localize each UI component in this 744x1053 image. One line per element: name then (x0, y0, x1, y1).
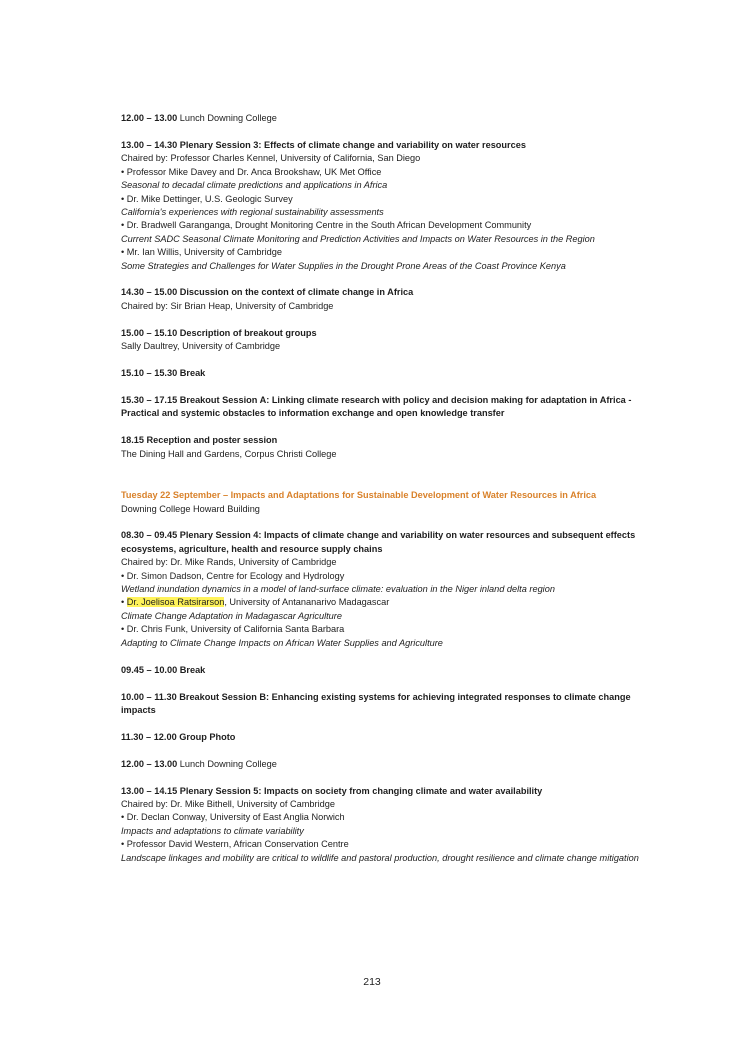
talk-title: Climate Change Adaptation in Madagascar Agriculture (121, 610, 342, 621)
session-time: 12.00 – 13.00 (121, 113, 178, 123)
session-time: 12.00 – 13.00 (121, 758, 178, 769)
agenda-line: • Dr. Declan Conway, University of East Anglia Norwich (121, 812, 345, 823)
agenda-line: • Mr. Ian Willis, University of Cambridge (121, 247, 282, 258)
agenda-block (121, 758, 661, 771)
agenda-line: Chaired by: Dr. Mike Bithell, University of Cambridge (121, 799, 335, 810)
agenda-block (121, 785, 661, 865)
agenda-line (121, 758, 661, 771)
session-heading: 13.00 – 14.15 Plenary Session 5: Impacts on society from changing climate and water availability (121, 785, 543, 796)
agenda-line: • Dr. Chris Funk, University of California Santa Barbara (121, 624, 345, 635)
talk-title: Current SADC Seasonal Climate Monitoring and Prediction Activities and Impacts on Water Resources in the Region (121, 233, 595, 244)
session-heading: 13.00 – 14.30 Plenary Session 3: Effects of climate change and variability on water resources (121, 139, 526, 150)
agenda-block (121, 731, 661, 744)
session-heading: 09.45 – 10.00 Break (121, 664, 206, 675)
talk-title: Landscape linkages and mobility are critical to wildlife and pastoral production, drought resilience and climate change mitigation (121, 852, 639, 863)
agenda-block (121, 691, 661, 718)
agenda-line: Downing College Howard Building (121, 503, 260, 514)
agenda-block (121, 664, 661, 677)
agenda-block (121, 286, 661, 313)
agenda-line: • Professor Mike Davey and Dr. Anca Brookshaw, UK Met Office (121, 166, 382, 177)
day-heading: Tuesday 22 September – Impacts and Adaptations for Sustainable Development of Water Resources in Africa (121, 490, 597, 501)
agenda-line: • Dr. Bradwell Garanganga, Drought Monitoring Centre in the South African Development Community (121, 220, 532, 231)
agenda-line: • Dr. Mike Dettinger, U.S. Geologic Survey (121, 193, 293, 204)
session-heading: 08.30 – 09.45 Plenary Session 4: Impacts of climate change and variability on water resources and subsequent effects ecosystems, agriculture, health and resource supply chains (121, 530, 636, 554)
talk-title: Some Strategies and Challenges for Water Supplies in the Drought Prone Areas of the Coast Province Kenya (121, 260, 566, 271)
agenda-line: Chaired by: Sir Brian Heap, University of Cambridge (121, 300, 334, 311)
session-heading: 15.30 – 17.15 Breakout Session A: Linking climate research with policy and decision making for adaptation in Africa - Practical and systemic obstacles to information exchange and open knowledge transfer (121, 395, 632, 419)
agenda-line: • Professor David Western, African Conservation Centre (121, 839, 349, 850)
agenda-block (121, 327, 661, 354)
session-heading: 15.10 – 15.30 Break (121, 368, 206, 379)
agenda-line: Sally Daultrey, University of Cambridge (121, 341, 281, 352)
session-heading: 14.30 – 15.00 Discussion on the context of climate change in Africa (121, 287, 414, 298)
agenda-block (121, 112, 661, 125)
session-heading: 10.00 – 11.30 Breakout Session B: Enhancing existing systems for achieving integrated responses to climate change impacts (121, 691, 631, 715)
agenda-line: Chaired by: Dr. Mike Rands, University of Cambridge (121, 557, 337, 568)
agenda-line: Chaired by: Professor Charles Kennel, University of California, San Diego (121, 153, 421, 164)
talk-title: Adapting to Climate Change Impacts on African Water Supplies and Agriculture (121, 637, 443, 648)
talk-title: Impacts and adaptations to climate variability (121, 825, 304, 836)
highlighted-speaker-name: Dr. Joelisoa Ratsirarson (126, 597, 225, 608)
document-body (121, 112, 661, 879)
page-number: 213 (363, 976, 381, 988)
agenda-block (121, 529, 661, 650)
agenda-line: • Dr. Simon Dadson, Centre for Ecology and Hydrology (121, 570, 345, 581)
agenda-block (121, 489, 661, 516)
session-heading: 15.00 – 15.10 Description of breakout groups (121, 327, 317, 338)
bullet: • (121, 597, 127, 608)
talk-title: Seasonal to decadal climate predictions and applications in Africa (121, 180, 388, 191)
agenda-line (121, 112, 661, 125)
session-heading: 11.30 – 12.00 Group Photo (121, 731, 236, 742)
agenda-block (121, 367, 661, 380)
talk-title: California's experiences with regional sustainability assessments (121, 206, 384, 217)
speaker-line (121, 596, 661, 609)
session-text: Lunch Downing College (177, 758, 277, 769)
session-text: Lunch Downing College (177, 113, 277, 123)
agenda-block (121, 394, 661, 421)
agenda-block (121, 434, 661, 461)
talk-title: Wetland inundation dynamics in a model of land-surface climate: evaluation in the Niger inland delta region (121, 584, 555, 595)
agenda-block (121, 139, 661, 273)
session-heading: 18.15 Reception and poster session (121, 435, 278, 446)
speaker-affiliation: , University of Antananarivo Madagascar (224, 597, 390, 608)
agenda-line: The Dining Hall and Gardens, Corpus Christi College (121, 448, 337, 459)
